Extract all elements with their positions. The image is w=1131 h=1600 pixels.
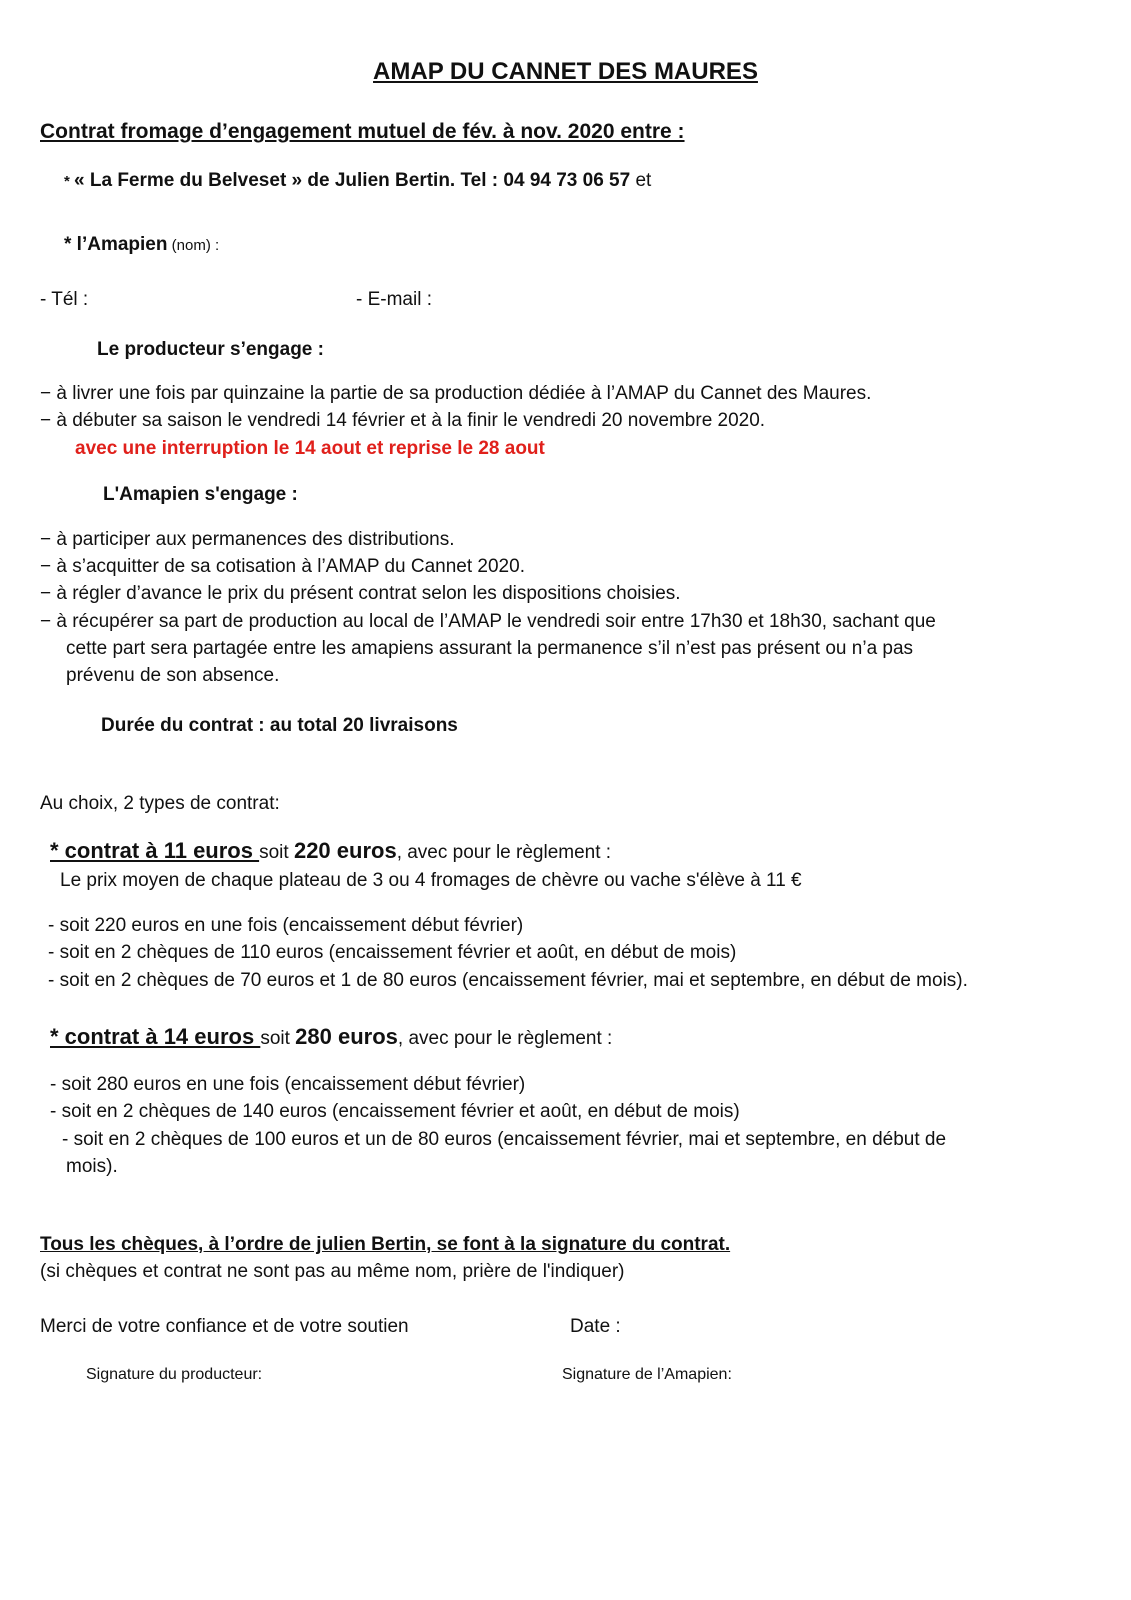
- choice-line: Au choix, 2 types de contrat:: [40, 793, 280, 814]
- farm-line: [64, 168, 651, 195]
- contract14-option: - soit 280 euros en une fois (encaissement début février): [50, 1074, 526, 1095]
- contract11-option: - soit 220 euros en une fois (encaissement début février): [48, 915, 524, 936]
- farm-bullet: *: [64, 173, 75, 190]
- producer-item: − à livrer une fois par quinzaine la partie de sa production dédiée à l’AMAP du Cannet des Maures.: [40, 383, 872, 404]
- amapien-item: − à récupérer sa part de production au local de l’AMAP le vendredi soir entre 17h30 et 18h30, sachant que: [40, 611, 936, 632]
- document-title: AMAP DU CANNET DES MAURES: [373, 58, 758, 85]
- contract-heading: Contrat fromage d’engagement mutuel de fév. à nov. 2020 entre :: [40, 120, 685, 143]
- email-label: - E-mail :: [356, 289, 432, 310]
- contract11-label: * contrat à 11 euros: [50, 838, 260, 863]
- duration-line: Durée du contrat : au total 20 livraisons: [101, 715, 458, 736]
- amapien-label: * l’Amapien: [64, 234, 168, 255]
- contract14-label: * contrat à 14 euros: [50, 1024, 261, 1049]
- cheques-note: Tous les chèques, à l’ordre de julien Bertin, se font à la signature du contrat.: [40, 1234, 731, 1255]
- producer-heading: Le producteur s’engage :: [97, 339, 324, 360]
- contract14-option-cont: mois).: [66, 1156, 118, 1177]
- contract14-option: - soit en 2 chèques de 100 euros et un de 80 euros (encaissement février, mai et septembre, en début de: [62, 1129, 947, 1150]
- tel-label: - Tél :: [40, 289, 89, 310]
- farm-suffix: et: [630, 170, 652, 191]
- contract11-price-note: Le prix moyen de chaque plateau de 3 ou 4 fromages de chèvre ou vache s'élève à 11 €: [60, 870, 802, 891]
- contract11-total: 220 euros: [293, 838, 397, 863]
- contract11-line: [50, 838, 611, 866]
- contract14-line: [50, 1024, 612, 1052]
- contract14-total: 280 euros: [295, 1024, 398, 1049]
- amapien-item: − à régler d’avance le prix du présent contrat selon les dispositions choisies.: [40, 583, 681, 604]
- amapien-name-line: [64, 232, 219, 259]
- farm-name-phone: « La Ferme du Belveset » de Julien Bertin. Tel : 04 94 73 06 57: [74, 170, 631, 191]
- amapien-item-cont: cette part sera partagée entre les amapiens assurant la permanence s’il n’est pas présent ou n’a pas: [66, 638, 914, 659]
- amapien-nom: (nom) :: [167, 237, 220, 254]
- contract14-option: - soit en 2 chèques de 140 euros (encaissement février et août, en début de mois): [50, 1101, 740, 1122]
- contract11-option: - soit en 2 chèques de 70 euros et 1 de 80 euros (encaissement février, mai et septembre, en début de mois).: [48, 970, 968, 991]
- contract14-soit: soit: [260, 1028, 296, 1049]
- contract11-option: - soit en 2 chèques de 110 euros (encaissement février et août, en début de mois): [48, 942, 737, 963]
- amapien-item: − à s’acquitter de sa cotisation à l’AMAP du Cannet 2020.: [40, 556, 525, 577]
- signature-producer-label: Signature du producteur:: [86, 1366, 263, 1383]
- amapien-item: − à participer aux permanences des distributions.: [40, 529, 455, 550]
- producer-item: − à débuter sa saison le vendredi 14 février et à la finir le vendredi 20 novembre 2020.: [40, 410, 766, 431]
- contract14-rest: , avec pour le règlement :: [397, 1028, 613, 1049]
- contract11-soit: soit: [259, 842, 294, 863]
- thanks-line: Merci de votre confiance et de votre soutien: [40, 1316, 409, 1337]
- interruption-note: avec une interruption le 14 aout et reprise le 28 aout: [75, 438, 545, 459]
- date-label: Date :: [570, 1316, 621, 1337]
- cheques-subnote: (si chèques et contrat ne sont pas au même nom, prière de l'indiquer): [40, 1261, 625, 1282]
- signature-amapien-label: Signature de l’Amapien:: [562, 1366, 732, 1383]
- amapien-item-cont: prévenu de son absence.: [66, 665, 280, 686]
- amapien-engage-heading: L'Amapien s'engage :: [103, 484, 298, 505]
- contract11-rest: , avec pour le règlement :: [396, 842, 612, 863]
